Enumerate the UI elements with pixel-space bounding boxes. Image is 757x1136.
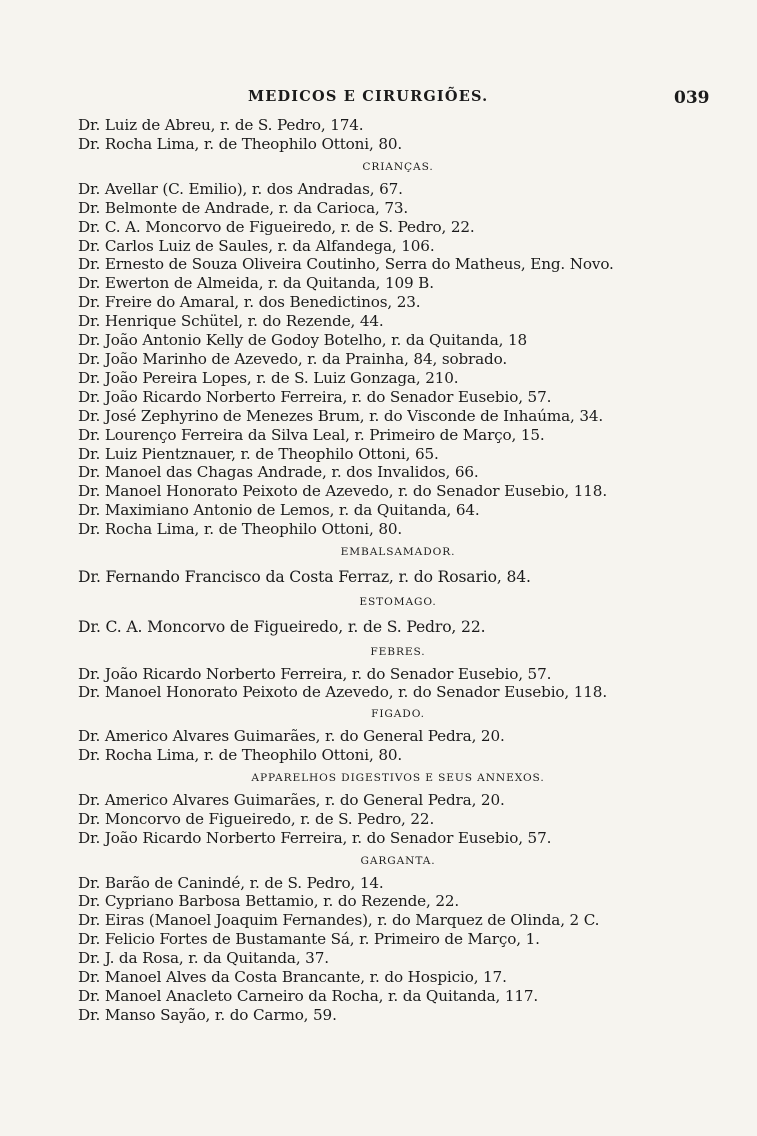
list-item: Dr. Fernando Francisco da Costa Ferraz, r. do Rosario, 84. xyxy=(78,568,531,587)
section-heading: APPARELHOS DIGESTIVOS E SEUS ANNEXOS. xyxy=(251,771,545,784)
list-item: Dr. Rocha Lima, r. de Theophilo Ottoni, 80. xyxy=(78,134,403,153)
section-heading: FEBRES. xyxy=(370,646,426,659)
section-heading: FIGADO. xyxy=(371,708,425,721)
list-item: Dr. João Antonio Kelly de Godoy Botelho, r. da Quitanda, 18 xyxy=(78,331,528,350)
list-item: Dr. Manoel Honorato Peixoto de Azevedo, r. do Senador Eusebio, 118. xyxy=(78,482,607,501)
section-criancas xyxy=(78,180,718,539)
list-item: Dr. Ewerton de Almeida, r. da Quitanda, 109 B. xyxy=(78,274,434,293)
list-item: Dr. Luiz de Abreu, r. de S. Pedro, 174. xyxy=(78,116,364,134)
list-item: Dr. Rocha Lima, r. de Theophilo Ottoni, 80. xyxy=(78,520,403,539)
list-item: Dr. Manoel Anacleto Carneiro da Rocha, r. da Quitanda, 117. xyxy=(78,987,539,1005)
section-heading: ESTOMAGO. xyxy=(359,596,437,609)
section-figado xyxy=(78,727,718,765)
list-item: Dr. Luiz Pientznauer, r. de Theophilo Ottoni, 65. xyxy=(78,444,439,463)
list-item: Dr. Moncorvo de Figueiredo, r. de S. Pedro, 22. xyxy=(78,809,435,828)
section-estomago xyxy=(78,615,718,639)
list-item: Dr. Maximiano Antonio de Lemos, r. da Quitanda, 64. xyxy=(78,501,480,520)
section-embalsamador xyxy=(78,565,718,589)
intro-list xyxy=(78,116,718,154)
list-item: Dr. Freire do Amaral, r. dos Benedictinos, 23. xyxy=(78,293,421,312)
list-item: Dr. João Marinho de Azevedo, r. da Prainha, 84, sobrado. xyxy=(78,349,508,368)
list-item: Dr. João Ricardo Norberto Ferreira, r. do Senador Eusebio, 57. xyxy=(78,828,552,847)
list-item: Dr. Manoel das Chagas Andrade, r. dos Invalidos, 66. xyxy=(78,463,479,482)
list-item: Dr. João Ricardo Norberto Ferreira, r. do Senador Eusebio, 57. xyxy=(78,665,552,684)
list-item: Dr. Avellar (C. Emilio), r. dos Andradas, 67. xyxy=(78,179,403,198)
section-heading: CRIANÇAS. xyxy=(362,160,434,173)
list-item: Dr. Americo Alvares Guimarães, r. do General Pedra, 20. xyxy=(78,727,505,746)
list-item: Dr. José Zephyrino de Menezes Brum, r. do Visconde de Inhaúma, 34. xyxy=(78,406,604,425)
list-item: Dr. Manso Sayão, r. do Carmo, 59. xyxy=(78,1005,337,1024)
list-item: Dr. Manoel Alves da Costa Brancante, r. do Hospicio, 17. xyxy=(78,968,507,987)
running-title: MEDICOS E CIRURGIÕES. xyxy=(248,88,489,105)
list-item: Dr. C. A. Moncorvo de Figueiredo, r. de S. Pedro, 22. xyxy=(78,217,475,236)
section-febres xyxy=(78,665,718,701)
list-item: Dr. Henrique Schütel, r. do Rezende, 44. xyxy=(78,312,384,331)
list-item: Dr. Eiras (Manoel Joaquim Fernandes), r. do Marquez de Olinda, 2 C. xyxy=(78,911,600,930)
list-item: Dr. Belmonte de Andrade, r. da Carioca, 73. xyxy=(78,198,409,217)
list-item: Dr. João Ricardo Norberto Ferreira, r. do Senador Eusebio, 57. xyxy=(78,387,552,406)
list-item: Dr. Carlos Luiz de Saules, r. da Alfandega, 106. xyxy=(78,236,435,255)
list-item: Dr. João Pereira Lopes, r. de S. Luiz Gonzaga, 210. xyxy=(78,368,459,387)
list-item: Dr. Americo Alvares Guimarães, r. do General Pedra, 20. xyxy=(78,790,505,809)
directory-content xyxy=(78,116,718,1025)
list-item: Dr. Ernesto de Souza Oliveira Coutinho, Serra do Matheus, Eng. Novo. xyxy=(78,255,614,274)
section-garganta xyxy=(78,874,718,1025)
list-item: Dr. Cypriano Barbosa Bettamio, r. do Rezende, 22. xyxy=(78,892,460,911)
list-item: Dr. Barão de Canindé, r. de S. Pedro, 14. xyxy=(78,873,384,892)
section-heading: EMBALSAMADOR. xyxy=(340,546,456,559)
list-item: Dr. C. A. Moncorvo de Figueiredo, r. de S. Pedro, 22. xyxy=(78,618,486,637)
page-header xyxy=(0,88,757,114)
list-item: Dr. Felicio Fortes de Bustamante Sá, r. Primeiro de Março, 1. xyxy=(78,930,540,949)
section-apparelhos-digestivos xyxy=(78,791,718,848)
list-item: Dr. Rocha Lima, r. de Theophilo Ottoni, 80. xyxy=(78,745,403,764)
list-item: Dr. J. da Rosa, r. da Quitanda, 37. xyxy=(78,949,329,968)
section-heading: GARGANTA. xyxy=(360,854,436,867)
list-item: Dr. Lourenço Ferreira da Silva Leal, r. Primeiro de Março, 15. xyxy=(78,425,545,444)
list-item: Dr. Manoel Honorato Peixoto de Azevedo, r. do Senador Eusebio, 118. xyxy=(78,683,607,702)
page-number: 039 xyxy=(674,88,710,108)
